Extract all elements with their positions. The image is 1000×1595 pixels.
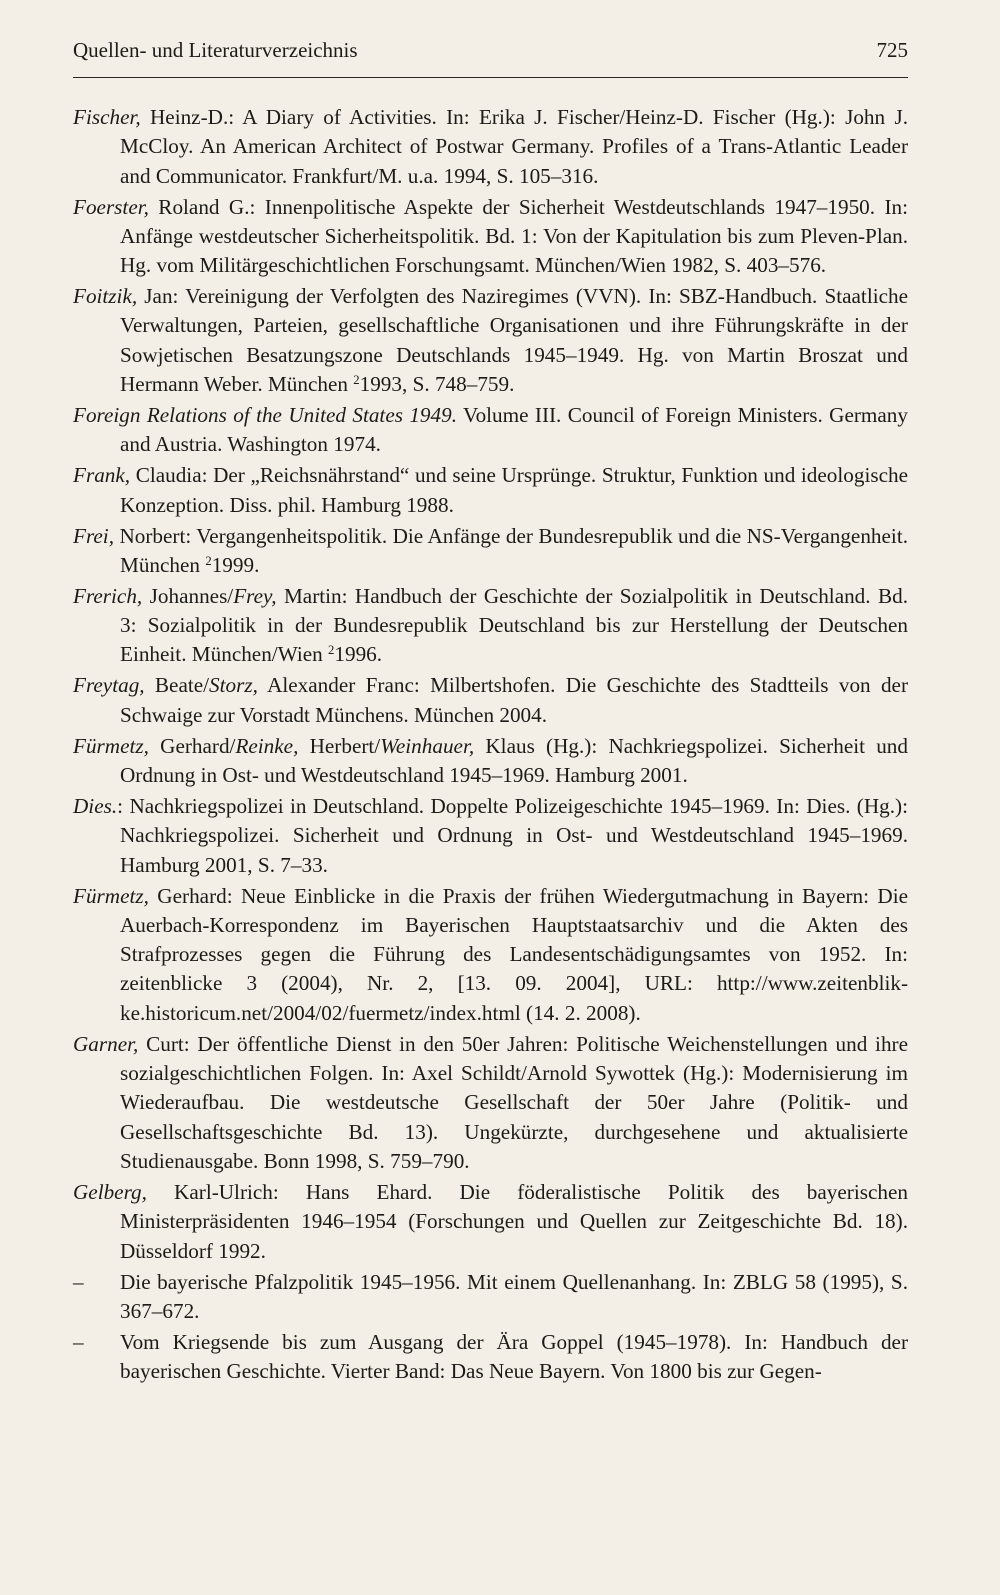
header-rule bbox=[73, 77, 908, 78]
entry-author-italic: Weinhauer, bbox=[380, 733, 475, 758]
entry-text: Vom Kriegsende bis zum Ausgang der Ära Goppel (1945–1978). In: Handbuch der bayerischen Geschichte. Vierter Band: Das Neue Bayern. Von 1800 bis zur Gegen- bbox=[120, 1329, 908, 1384]
entry-author-italic: Freytag, bbox=[73, 673, 145, 698]
bibliography-entry bbox=[73, 1328, 908, 1387]
continuation-dash: – bbox=[73, 1329, 84, 1354]
entry-text: Klaus (Hg.): Nachkriegspolizei. Sicherheit und Ordnung in Ost- und Westdeutschland 1945–1969. Hamburg 2001. bbox=[120, 733, 908, 788]
bibliography-entry bbox=[73, 1268, 908, 1327]
entry-author-italic: Fürmetz, bbox=[73, 883, 149, 908]
entry-author-italic: Frei, bbox=[73, 523, 114, 548]
entry-text: Claudia: Der „Reichsnährstand“ und seine Ursprünge. Struktur, Funktion und ideologische Konzeption. Diss. phil. Hamburg 1988. bbox=[120, 463, 908, 517]
entry-author-italic: Reinke, bbox=[235, 733, 299, 758]
entry-text: : Nachkriegspolizei in Deutschland. Doppelte Polizeigeschichte 1945–1969. In: Dies. (Hg.): Nachkriegspolizei. Sicherheit und Ordnung in Ost- und Westdeutschland 1945–1969. Hamburg 2001, S. 7–33. bbox=[117, 794, 908, 877]
entry-text: Curt: Der öffentliche Dienst in den 50er Jahren: Politische Weichenstellungen und ihre sozialgeschichtlichen Folgen. In: Axel Schildt/Arnold Sywottek (Hg.): Modernisierung im Wiederaufbau. Die westdeutsche Gesellschaft der 50er Jahre (Politik- und Gesellschaftsgeschichte Bd. 13). Ungekürzte, durchgesehene und aktualisierte Studienausgabe. Bonn 1998, S. 759–790. bbox=[120, 1031, 908, 1173]
bibliography-entry bbox=[73, 461, 908, 520]
entry-text: Karl-Ulrich: Hans Ehard. Die föderalistische Politik des bayerischen Ministerpräsidenten 1946–1954 (Forschungen und Quellen zur Zeitgeschichte Bd. 18). Düsseldorf 1992. bbox=[120, 1179, 908, 1263]
entry-text: Johannes/ bbox=[142, 583, 234, 608]
bibliography-entry bbox=[73, 732, 908, 791]
entry-author-italic: Foreign Relations of the United States 1949. bbox=[73, 403, 458, 428]
bibliography-entry bbox=[73, 401, 908, 460]
continuation-dash: – bbox=[73, 1269, 84, 1294]
entry-text: Volume III. Council of Foreign Ministers. Germany and Austria. Washington 1974. bbox=[120, 403, 908, 457]
entry-text: 1993, S. 748–759. bbox=[359, 372, 515, 397]
entry-text: 1996. bbox=[334, 642, 383, 667]
bibliography-entry bbox=[73, 1178, 908, 1266]
entry-author-italic: Dies. bbox=[73, 794, 118, 819]
bibliography-entry bbox=[73, 882, 908, 1028]
bibliography-entry bbox=[73, 282, 908, 399]
entry-text: Norbert: Vergangenheitspolitik. Die Anfänge der Bundesrepublik und die NS-Vergangenheit. München bbox=[114, 523, 908, 577]
entry-text: Martin: Handbuch der Geschichte der Sozialpolitik in Deutschland. Bd. 3: Sozialpolitik in der Bundesrepublik Deutschland bis zur Herstellung der Deutschen Einheit. München/Wien bbox=[120, 583, 908, 667]
page-number: 725 bbox=[876, 38, 908, 62]
entry-text: Beate/ bbox=[144, 673, 210, 698]
entry-text: Alexander Franc: Milbertshofen. Die Geschichte des Stadtteils von der Schwaige zur Vorstadt Münchens. München 2004. bbox=[120, 673, 909, 727]
entry-author-italic: Fürmetz, bbox=[73, 733, 149, 758]
entry-text: Die bayerische Pfalzpolitik 1945–1956. Mit einem Quellenanhang. In: ZBLG 58 (1995), S. 367–672. bbox=[120, 1269, 908, 1323]
entry-text: 1999. bbox=[211, 552, 260, 577]
entry-author-italic: Storz, bbox=[209, 673, 258, 698]
bibliography-entry bbox=[73, 522, 908, 581]
bibliography-entry bbox=[73, 792, 908, 880]
entry-text: Roland G.: Innenpolitische Aspekte der Sicherheit Westdeutschlands 1947–1950. In: Anfänge westdeutscher Sicherheitspolitik. Bd. 1: Von der Kapitulation bis zum Pleven-Plan. Hg. vom Militärgeschichtlichen Forschungsamt. München/Wien 1982, S. 403–576. bbox=[120, 194, 908, 278]
entry-author-italic: Frey, bbox=[233, 583, 277, 608]
entry-author-italic: Garner, bbox=[73, 1031, 139, 1056]
entry-author-italic: Foitzik, bbox=[73, 284, 138, 309]
edition-superscript: 2 bbox=[205, 553, 212, 568]
edition-superscript: 2 bbox=[328, 643, 335, 658]
entry-author-italic: Gelberg, bbox=[73, 1179, 147, 1204]
bibliography-entry bbox=[73, 193, 908, 281]
bibliography-entry bbox=[73, 582, 908, 670]
entry-author-italic: Fischer, bbox=[73, 105, 141, 129]
entry-author-italic: Frerich, bbox=[73, 583, 143, 608]
running-header bbox=[73, 38, 908, 63]
bibliography-list bbox=[73, 103, 908, 1388]
entry-text: Gerhard/ bbox=[148, 733, 236, 758]
bibliography-entry bbox=[73, 1030, 908, 1176]
entry-text: Jan: Vereinigung der Verfolgten des Naziregimes (VVN). In: SBZ-Handbuch. Staatliche Verwaltungen, Parteien, gesellschaftliche Organisationen und ihre Führungskräfte in der Sowjetischen Besatzungszone Deutschlands 1945–1949. Hg. von Martin Broszat und Hermann Weber. München bbox=[120, 284, 908, 397]
entry-text: Gerhard: Neue Einblicke in die Praxis der frühen Wiedergutmachung in Bayern: Die Auerbach-Korrespondenz im Bayerischen Hauptstaatsarchiv und die Akten des Strafprozesses gegen die Führung des Landesentschädigungsamtes von 1952. In: zeitenblicke 3 (2004), Nr. 2, [13. 09. 2004], URL: http://www.zeitenblik-ke.historicum.net/2004/02/fuermetz/index.html (14. 2. 2008). bbox=[120, 883, 908, 1025]
bibliography-entry bbox=[73, 103, 908, 191]
bibliography-entry bbox=[73, 671, 908, 730]
entry-author-italic: Foerster, bbox=[73, 194, 149, 219]
running-header-title: Quellen- und Literaturverzeichnis bbox=[73, 38, 358, 62]
entry-author-italic: Frank, bbox=[73, 463, 131, 488]
edition-superscript: 2 bbox=[353, 373, 360, 388]
entry-text: Heinz-D.: A Diary of Activities. In: Erika J. Fischer/Heinz-D. Fischer (Hg.): John J. McCloy. An American Architect of Postwar Germany. Profiles of a Trans-Atlantic Leader and Communicator. Frankfurt/M. u.a. 1994, S. 105–316. bbox=[120, 105, 908, 188]
entry-text: Herbert/ bbox=[298, 733, 381, 758]
